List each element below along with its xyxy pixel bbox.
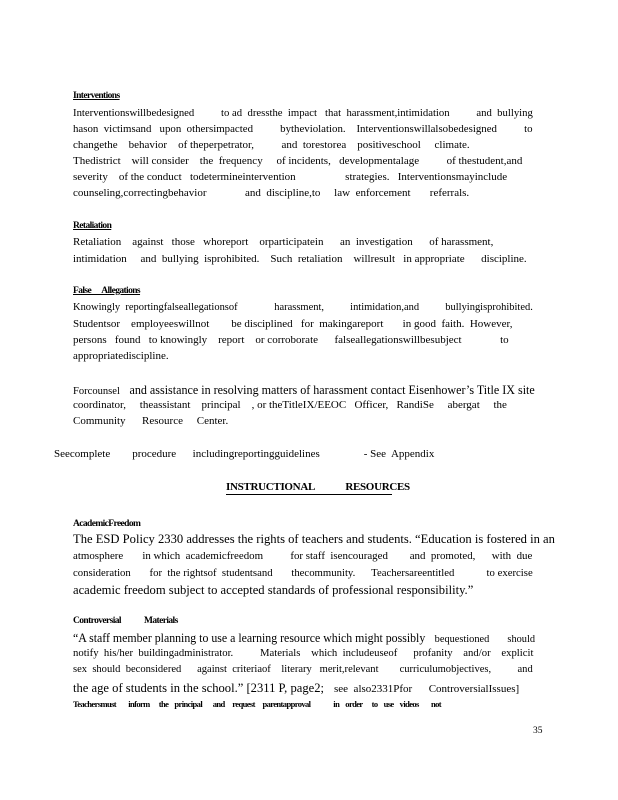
retaliation-line-1: Retaliation against those whoreport orparticipatein an investigation of harassment,	[73, 236, 494, 248]
academic-freedom-line-4: academic freedom subject to accepted standards of professional responsibility.”	[73, 583, 474, 597]
retaliation-heading: Retaliation	[73, 221, 112, 231]
controversial-line-4	[73, 680, 519, 696]
false-allegations-line-4: appropriatediscipline.	[73, 350, 169, 362]
counsel-rest: and assistance in resolving matters of harassment contact Eisenhower’s Title IX site	[129, 383, 535, 397]
controversial-heading: Controversial Materials	[73, 616, 178, 626]
controversial-line-1-rest: bequestioned should	[434, 633, 536, 645]
interventions-line-1: Interventionswillbedesigned to ad dressthe impact that harassment,intimidation and bullying	[73, 107, 533, 119]
controversial-line-1	[73, 630, 535, 646]
counsel-line-2: coordinator, theassistant principal , or theTitleIX/EEOC Officer, RandiSe abergat the	[73, 399, 507, 411]
retaliation-line-2: intimidation and bullying isprohibited. Such retaliation willresult in appropriate discipline.	[73, 253, 527, 265]
interventions-line-4: Thedistrict will consider the frequency of incidents, developmentalage of thestudent,and	[73, 155, 523, 167]
controversial-line-4-rest: see also2331Pfor ControversialIssues]	[334, 683, 520, 695]
controversial-line-3: sex should beconsidered against criteriaof literary merit,relevant curriculumobjectives, and	[73, 663, 533, 675]
heading-underline	[226, 494, 392, 495]
controversial-line-5: Teachersmust inform the principal and request parentapproval in order to use videos not	[73, 699, 441, 709]
academic-freedom-line-3: consideration for the rightsof studentsand thecommunity. Teachersareentitled to exercise	[73, 567, 533, 579]
interventions-line-5: severity of the conduct todetermineintervention strategies. Interventionsmayinclude	[73, 171, 508, 183]
academic-freedom-line-1: The ESD Policy 2330 addresses the rights of teachers and students. “Education is fostered in an	[73, 532, 555, 546]
interventions-line-2: hason victimsand upon othersimpacted bytheviolation. Interventionswillalsobedesigned to	[73, 123, 533, 135]
false-allegations-line-1: Knowingly reportingfalseallegationsof harassment, intimidation,and bullyingisprohibited.	[73, 301, 533, 313]
academic-freedom-line-2: atmosphere in which academicfreedom for staff isencouraged and promoted, with due	[73, 550, 533, 562]
controversial-line-4-lead: the age of students in the school.” [2311 P, page2;	[73, 681, 325, 695]
controversial-line-1-lead: “A staff member planning to use a learning resource which might possibly	[73, 631, 426, 645]
academic-freedom-heading: AcademicFreedom	[73, 519, 141, 529]
controversial-line-2: notify his/her buildingadministrator. Materials which includeuseof profanity and/or explicit	[73, 647, 534, 659]
interventions-line-3: changethe behavior of theperpetrator, and torestorea positiveschool climate.	[73, 139, 470, 151]
interventions-heading: Interventions	[73, 91, 120, 101]
instructional-word: INSTRUCTIONAL	[226, 481, 315, 493]
false-allegations-heading: False Allegations	[73, 286, 141, 296]
see-complete-line: Seecomplete procedure includingreportingguidelines - See Appendix	[54, 448, 435, 460]
false-allegations-line-2: Studentsor employeeswillnot be disciplined for makingareport in good faith. However,	[73, 318, 513, 330]
counsel-lead: Forcounsel	[73, 385, 120, 397]
resources-word: RESOURCES	[345, 481, 410, 493]
page-number: 35	[533, 726, 543, 736]
instructional-resources-heading	[226, 482, 410, 493]
false-allegations-line-3: persons found to knowingly report or corroborate falseallegationswillbesubject to	[73, 334, 509, 346]
counsel-line-1	[73, 382, 535, 398]
interventions-line-6: counseling,correctingbehavior and discipline,to law enforcement referrals.	[73, 187, 470, 199]
counsel-line-3: Community Resource Center.	[73, 415, 229, 427]
